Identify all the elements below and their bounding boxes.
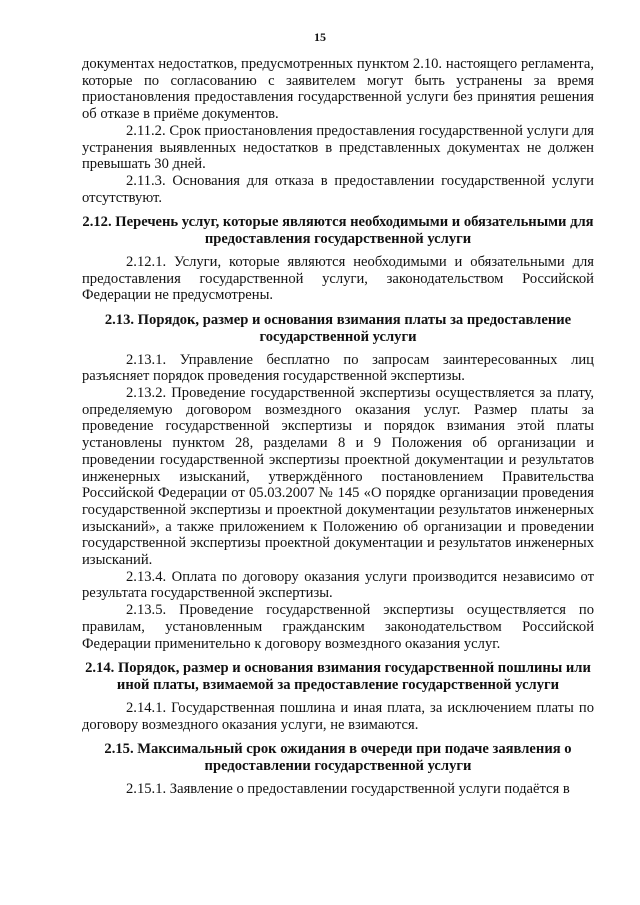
heading-2-13: 2.13. Порядок, размер и основания взимания платы за предоставление государственной услуги (104, 312, 572, 345)
paragraph-2-12-1: 2.12.1. Услуги, которые являются необходимыми и обязательными для предоставления государственной услуги, законодательством Российской Федерации не предусмотрены. (82, 253, 594, 304)
paragraph-2-11-2: 2.11.2. Срок приостановления предоставления государственной услуги для устранения выявленных недостатков в представленных документах не должен превышать 30 дней. (82, 122, 594, 173)
heading-2-12: 2.12. Перечень услуг, которые являются необходимыми и обязательными для предоставления государственной услуги (82, 214, 594, 248)
paragraph-2-13-5: 2.13.5. Проведение государственной экспертизы осуществляется по правилам, установленным гражданским законодательством Российской Федерации применительно к договору возмездного оказания услуг. (82, 602, 594, 652)
heading-2-15: 2.15. Максимальный срок ожидания в очереди при подаче заявления о предоставлении государственной услуги (104, 741, 572, 775)
paragraph-2-15-1: 2.15.1. Заявление о предоставлении государственной услуги подаётся в (126, 780, 570, 797)
paragraph-2-13-1: 2.13.1. Управление бесплатно по запросам заинтересованных лиц разъясняет порядок проведения государственной экспертизы. (82, 351, 594, 385)
paragraph-continuation: документах недостатков, предусмотренных пунктом 2.10. настоящего регламента, которые по согласованию с заявителем могут быть устранены за время приостановления предоставления государственной услуги без принятия решения об отказе в приёме документов. (82, 56, 594, 123)
paragraph-2-13-4: 2.13.4. Оплата по договору оказания услуги производится независимо от результата государственной экспертизы. (82, 568, 594, 602)
paragraph-2-13-2: 2.13.2. Проведение государственной экспертизы осуществляется за плату, определяемую договором возмездного оказания услуг. Размер платы за проведение государственной экспертизы и порядок взимания этой платы установлены пунктом 28, разделами 8 и 9 Положения об организации и проведении государственной экспертизы проектной документации и результатов инженерных изысканий, утверждённого постановлением Правительства Российской Федерации от 05.03.2007 № 145 «О порядке организации проведения государственной экспертизы и проектной документации результатов инженерных изысканий», а также приложением к Положению об организации и проведении государственной экспертизы проектной документации и результатов инженерных изысканий. (82, 385, 594, 569)
document-body (82, 56, 594, 798)
page-number: 15 (314, 30, 326, 44)
paragraph-2-14-1: 2.14.1. Государственная пошлина и иная плата, за исключением платы по договору возмездного оказания услуги, не взимаются. (82, 699, 594, 733)
heading-2-14: 2.14. Порядок, размер и основания взимания государственной пошлины или иной платы, взимаемой за предоставление государственной услуги (85, 660, 591, 694)
paragraph-2-11-3: 2.11.3. Основания для отказа в предоставлении государственной услуги отсутствуют. (82, 172, 594, 206)
